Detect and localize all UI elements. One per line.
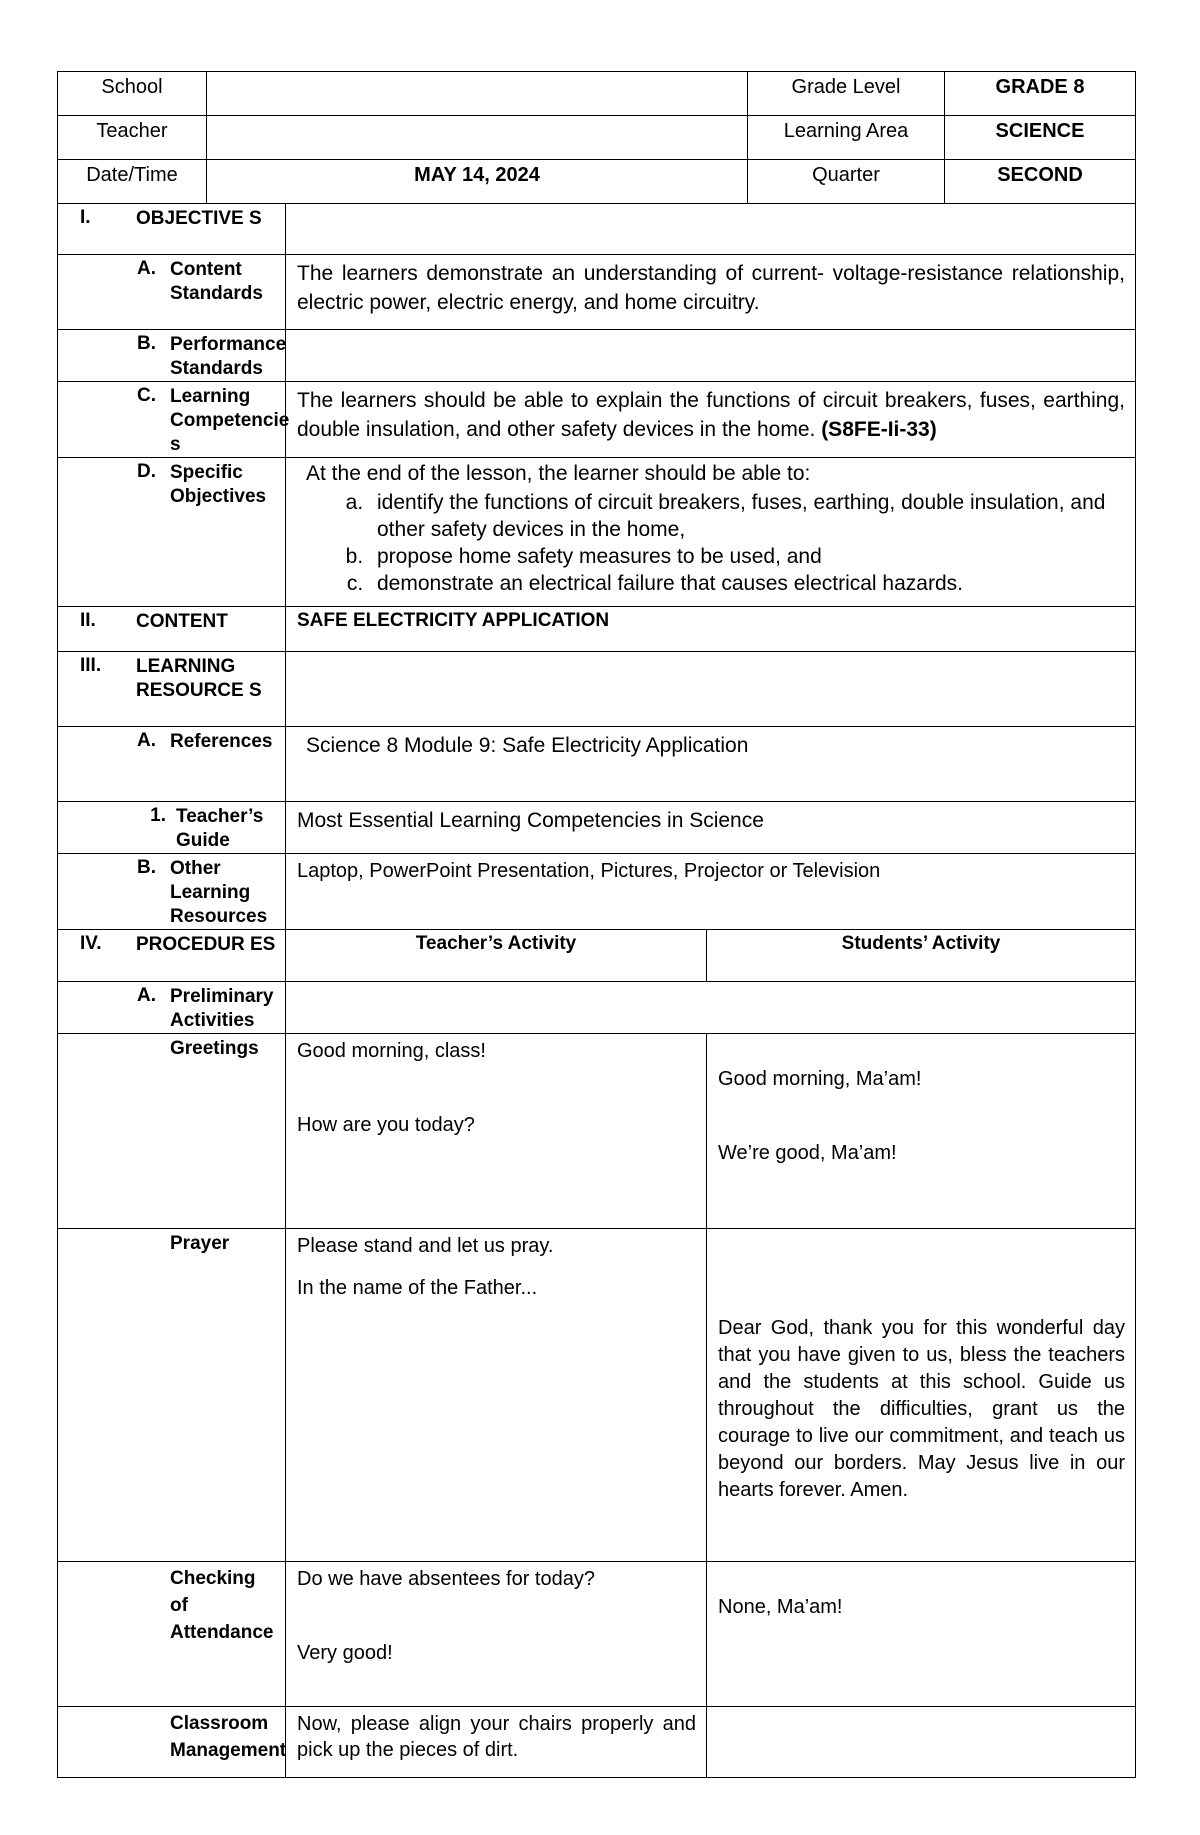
datetime-label: Date/Time bbox=[58, 160, 207, 204]
content-standards-row bbox=[58, 255, 1136, 330]
other-resources-heading: B. Other Learning Resources bbox=[58, 854, 286, 930]
classroom-management-row bbox=[58, 1707, 1136, 1778]
student-activity-column-header: Students’ Activity bbox=[707, 930, 1136, 982]
learning-area-value: SCIENCE bbox=[945, 116, 1136, 160]
competency-code: (S8FE-Ii-33) bbox=[821, 418, 937, 441]
quarter-label: Quarter bbox=[748, 160, 945, 204]
objectives-list bbox=[297, 489, 1125, 597]
procedures-heading: IV. PROCEDUR ES bbox=[58, 930, 286, 982]
attendance-row bbox=[58, 1562, 1136, 1707]
teacher-value bbox=[207, 116, 748, 160]
teachers-guide-heading: 1. Teacher’s Guide bbox=[58, 802, 286, 854]
grade-level-label: Grade Level bbox=[748, 72, 945, 116]
greetings-row bbox=[58, 1034, 1136, 1229]
content-text: SAFE ELECTRICITY APPLICATION bbox=[286, 607, 1136, 652]
teacher-label: Teacher bbox=[58, 116, 207, 160]
performance-standards-row bbox=[58, 330, 1136, 382]
learning-area-label: Learning Area bbox=[748, 116, 945, 160]
classroom-management-student bbox=[707, 1707, 1136, 1778]
learning-competencies-text: The learners should be able to explain the functions of circuit breakers, fuses, earthing, double insulation, and other safety devices in the home. (S8FE-Ii-33) bbox=[286, 382, 1136, 458]
procedures-row bbox=[58, 930, 1136, 982]
datetime-value: MAY 14, 2024 bbox=[207, 160, 748, 204]
attendance-teacher: Do we have absentees for today? Very good! bbox=[286, 1562, 707, 1707]
teachers-guide-text: Most Essential Learning Competencies in Science bbox=[286, 802, 1136, 854]
preliminary-heading: A. Preliminary Activities bbox=[58, 982, 286, 1034]
lesson-plan-table bbox=[57, 203, 1136, 1778]
objective-item: c. demonstrate an electrical failure that causes electrical hazards. bbox=[369, 570, 1125, 597]
preliminary-row bbox=[58, 982, 1136, 1034]
quarter-value: SECOND bbox=[945, 160, 1136, 204]
learning-resources-heading: III. LEARNING RESOURCE S bbox=[58, 652, 286, 727]
attendance-student: None, Ma’am! bbox=[707, 1562, 1136, 1707]
content-row bbox=[58, 607, 1136, 652]
objectives-heading: I. OBJECTIVE S bbox=[58, 204, 286, 255]
prayer-row bbox=[58, 1229, 1136, 1562]
objective-item: b. propose home safety measures to be used, and bbox=[369, 543, 1125, 570]
prayer-heading: Prayer bbox=[58, 1229, 286, 1562]
content-heading: II. CONTENT bbox=[58, 607, 286, 652]
learning-competencies-row bbox=[58, 382, 1136, 458]
greetings-heading: Greetings bbox=[58, 1034, 286, 1229]
classroom-management-heading: Classroom Management bbox=[58, 1707, 286, 1778]
header-table bbox=[57, 71, 1136, 204]
specific-objectives-heading: D. Specific Objectives bbox=[58, 458, 286, 607]
references-row bbox=[58, 727, 1136, 802]
teachers-guide-row bbox=[58, 802, 1136, 854]
specific-objectives-row bbox=[58, 458, 1136, 607]
attendance-heading: Checking of Attendance bbox=[58, 1562, 286, 1707]
performance-standards-heading: B. Performance Standards bbox=[58, 330, 286, 382]
greetings-student: Good morning, Ma’am! We’re good, Ma’am! bbox=[707, 1034, 1136, 1229]
learning-competencies-heading: C. Learning Competencie s bbox=[58, 382, 286, 458]
greetings-teacher: Good morning, class! How are you today? bbox=[286, 1034, 707, 1229]
content-standards-text: The learners demonstrate an understanding of current- voltage-resistance relationship, electric power, electric energy, and home circuitry. bbox=[286, 255, 1136, 330]
teacher-activity-column-header: Teacher’s Activity bbox=[286, 930, 707, 982]
classroom-management-teacher: Now, please align your chairs properly and pick up the pieces of dirt. bbox=[286, 1707, 707, 1778]
grade-level-value: GRADE 8 bbox=[945, 72, 1136, 116]
other-resources-text: Laptop, PowerPoint Presentation, Pictures, Projector or Television bbox=[286, 854, 1136, 930]
prayer-teacher: Please stand and let us pray. In the name of the Father... bbox=[286, 1229, 707, 1562]
school-value bbox=[207, 72, 748, 116]
objectives-row bbox=[58, 204, 1136, 255]
learning-resources-row bbox=[58, 652, 1136, 727]
references-heading: A. References bbox=[58, 727, 286, 802]
objective-item: a. identify the functions of circuit breakers, fuses, earthing, double insulation, and other safety devices in the home, bbox=[369, 489, 1125, 543]
other-resources-row bbox=[58, 854, 1136, 930]
specific-objectives-text bbox=[286, 458, 1136, 607]
objectives-intro: At the end of the lesson, the learner should be able to: bbox=[306, 462, 811, 485]
school-label: School bbox=[58, 72, 207, 116]
content-standards-heading: A. Content Standards bbox=[58, 255, 286, 330]
prayer-student: Dear God, thank you for this wonderful day that you have given to us, bless the teachers and the students at this school. Guide us throughout the difficulties, grant us the courage to live our commitment, and teach us beyond our borders. May Jesus live in our hearts forever. Amen. bbox=[707, 1229, 1136, 1562]
performance-standards-text bbox=[286, 330, 1136, 382]
references-text: Science 8 Module 9: Safe Electricity Application bbox=[286, 727, 1136, 802]
